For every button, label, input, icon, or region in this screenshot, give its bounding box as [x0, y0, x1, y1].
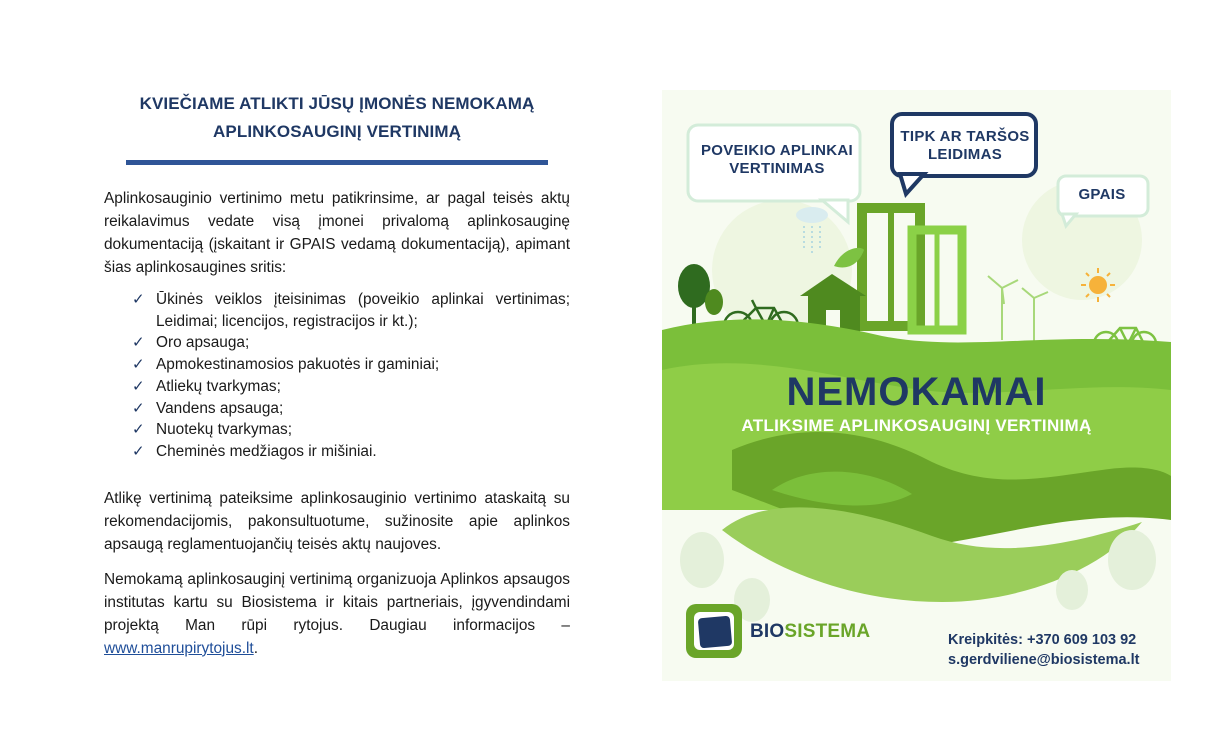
checklist [104, 289, 570, 463]
bubble-environmental-impact: POVEIKIO APLINKAI VERTINIMAS [700, 142, 854, 177]
intro-paragraph: Aplinkosauginio vertinimo metu patikrinsime, ar pagal teisės aktų reikalavimus vedate visą įmonei privalomą aplinkosauginę dokumentaciją (įskaitant ir GPAIS vedamą dokumentaciją), apimant šias aplinkosaugines sritis: [104, 190, 570, 276]
check-icon: ✓ [132, 421, 145, 439]
list-item: ✓ Nuotekų tvarkymas; [104, 419, 570, 441]
bubble-gpais: GPAIS [1078, 186, 1126, 203]
bubble-ippc-permit: TIPK AR TARŠOS LEIDIMAS [900, 128, 1030, 163]
project-website-link[interactable]: www.manrupirytojus.lt [104, 639, 254, 657]
title-underline [126, 160, 548, 165]
check-icon: ✓ [132, 356, 145, 374]
list-item: ✓ Cheminės medžiagos ir mišiniai. [104, 441, 570, 463]
check-icon: ✓ [132, 399, 145, 417]
biosistema-logo-icon [686, 604, 742, 658]
check-icon: ✓ [132, 334, 145, 352]
list-item: ✓ Apmokestinamosios pakuotės ir gaminiai; [104, 354, 570, 376]
poster-subheadline: ATLIKSIME APLINKOSAUGINĮ VERTINIMĄ [741, 416, 1092, 435]
check-icon: ✓ [132, 442, 145, 460]
document-title: KVIEČIAME ATLIKTI JŪSŲ ĮMONĖS NEMOKAMĄ APLINKOSAUGINĮ VERTINIMĄ [139, 94, 535, 141]
list-item: ✓ Atliekų tvarkymas; [104, 376, 570, 398]
organizer-paragraph: Nemokamą aplinkosauginį vertinimą organizuoja Aplinkos apsaugos institutas kartu su Biosistema ir kitais partneriais, įgyvendindami projektą Man rūpi rytojus. Daugiau informacijos – www.manrupirytojus.lt. [104, 570, 570, 657]
contact-phone: Kreipkitės: +370 609 103 92 [948, 632, 1137, 648]
brand-name: BIOSISTEMA [750, 621, 871, 642]
promo-poster [662, 90, 1171, 681]
list-item: ✓ Vandens apsauga; [104, 398, 570, 420]
report-paragraph: Atlikę vertinimą pateiksime aplinkosauginio vertinimo ataskaitą su rekomendacijomis, pakonsultuotume, sužinosite apie aplinkos apsaugą reglamentuojančių teisės aktų naujoves. [104, 489, 570, 553]
list-item: ✓ Oro apsauga; [104, 332, 570, 354]
contact-info [948, 630, 1139, 670]
check-icon: ✓ [132, 291, 145, 308]
contact-email: s.gerdviliene@biosistema.lt [948, 652, 1140, 668]
poster-headline: NEMOKAMAI [786, 370, 1047, 414]
check-icon: ✓ [132, 377, 145, 395]
list-item: ✓ Ūkinės veiklos įteisinimas (poveikio aplinkai vertinimas; Leidimai; licencijos, registracijos ir kt.); [132, 291, 570, 330]
document-column [104, 90, 570, 660]
